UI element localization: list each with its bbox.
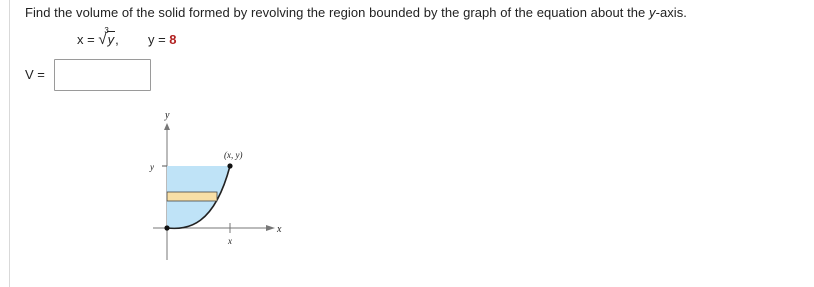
answer-input[interactable] [54,59,151,91]
representative-strip [167,192,217,201]
equation-comma: , [115,32,119,47]
question-text-before: Find the volume of the solid formed by revolving the region bounded by the graph of the equation about the [25,5,649,20]
x-axis-label: x [277,224,282,235]
bounding-equations [77,26,177,48]
page-left-border [9,0,10,287]
y-axis-label: y [165,110,170,121]
answer-label: V = [25,67,45,82]
equation-y-value: 8 [169,32,177,47]
bottom-tick-label: x [228,236,232,246]
equation-y-lhs: y = [147,32,166,47]
point-marker [227,163,232,168]
cube-root [98,26,115,48]
radicand: y [107,32,115,47]
root-index: 3 [104,26,109,35]
equation-x-lhs: x = [77,32,95,47]
origin-marker [164,225,169,230]
radical-sign-icon: √ [98,31,107,48]
question-axis-variable: y [649,5,656,20]
region-figure [140,108,290,263]
x-axis-arrow-icon [266,225,275,231]
left-tick-label: y [150,162,154,172]
question-text-after: -axis. [655,5,687,20]
question-text [25,5,687,20]
point-label: (x, y) [224,150,243,160]
y-axis-arrow-icon [164,123,170,130]
